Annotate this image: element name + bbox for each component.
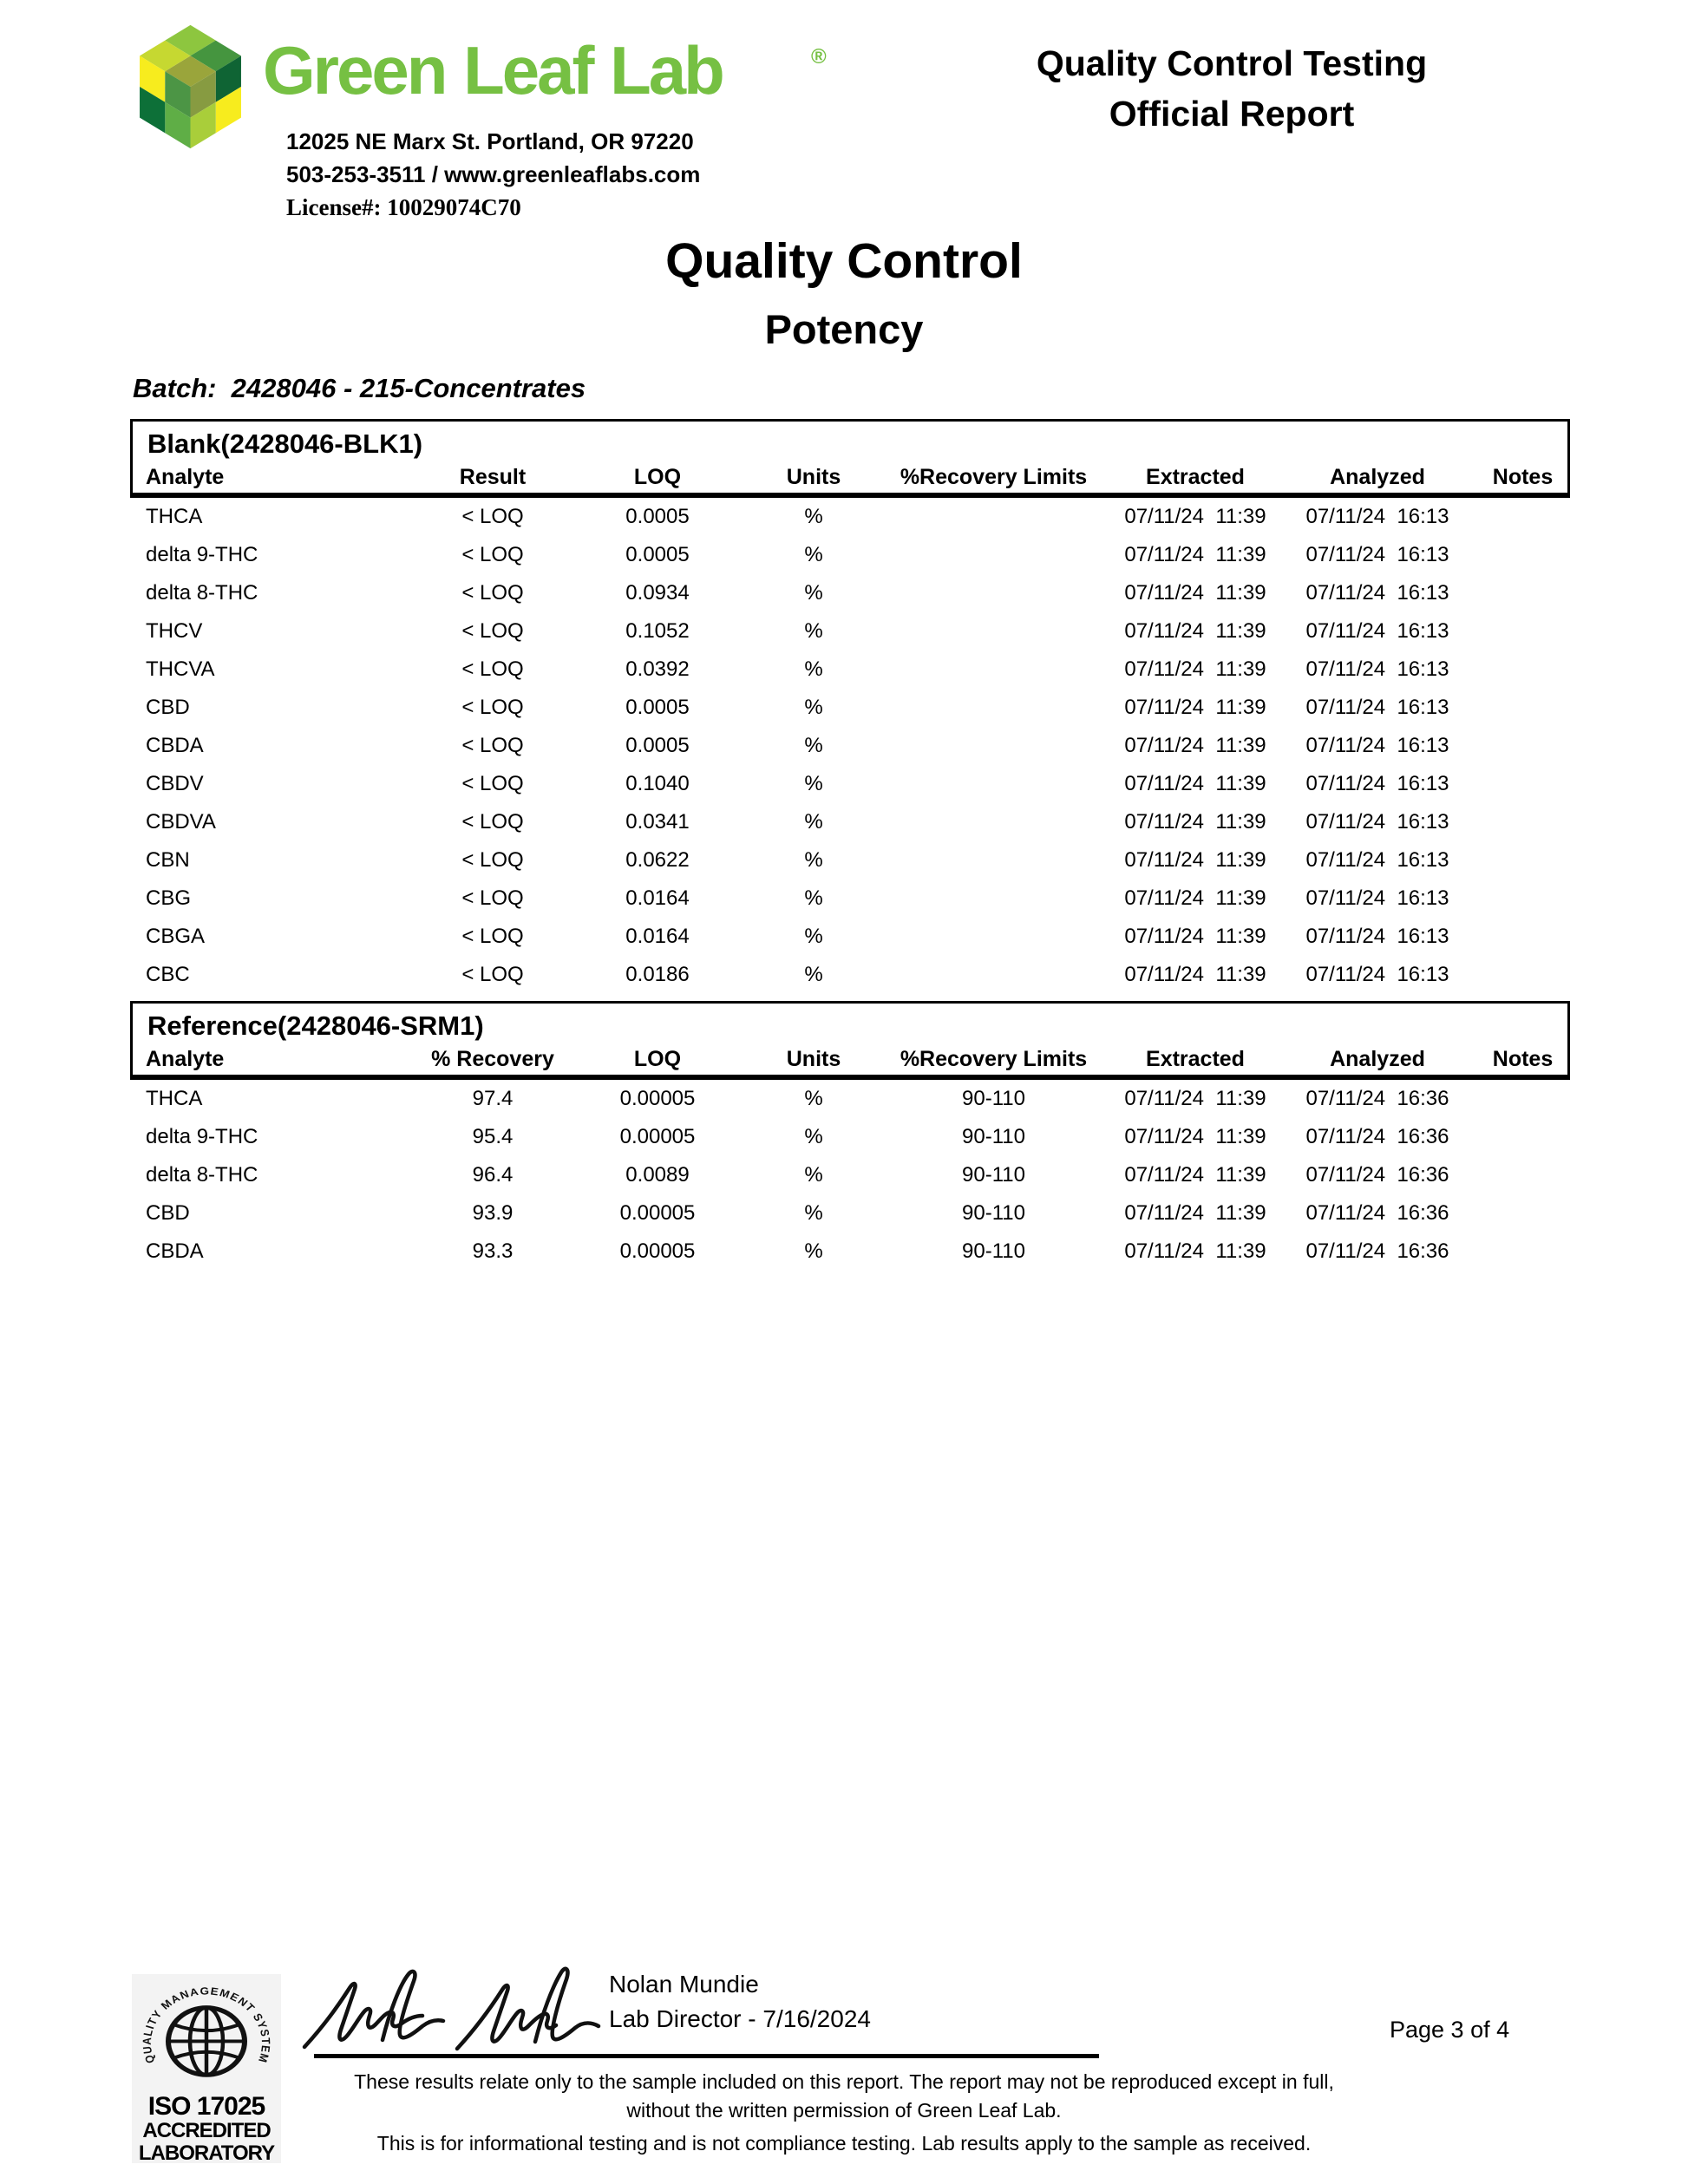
- table-cell: delta 9-THC: [146, 543, 258, 566]
- table-cell: 07/11/24 11:39: [1124, 657, 1266, 681]
- table-cell: 0.0005: [625, 734, 690, 757]
- column-header: % Recovery: [431, 1046, 554, 1071]
- table-cell: [1460, 1118, 1586, 1156]
- table-cell: 0.0934: [625, 581, 690, 605]
- column-header: Units: [786, 1046, 841, 1071]
- iso-accredited-label: ACCREDITED: [142, 2119, 271, 2142]
- table-cell: [1460, 1080, 1586, 1118]
- table-cell: [1460, 1194, 1586, 1233]
- table-cell: 93.9: [472, 1201, 514, 1225]
- table-cell: < LOQ: [461, 734, 524, 757]
- table-cell: 07/11/24 16:13: [1305, 696, 1449, 719]
- table-cell: [1460, 1156, 1586, 1194]
- table-cell: 97.4: [472, 1087, 514, 1110]
- table-row: [130, 689, 1586, 727]
- table-cell: 07/11/24 16:13: [1305, 963, 1449, 986]
- table-cell: %: [804, 1201, 823, 1225]
- table-cell: THCV: [146, 619, 203, 643]
- table-cell: 0.0005: [625, 543, 690, 566]
- table-cell: 07/11/24 16:13: [1305, 848, 1449, 872]
- table-cell: 90-110: [962, 1087, 1025, 1110]
- table-cell: 0.0186: [625, 963, 690, 986]
- table-cell: [1460, 765, 1586, 803]
- reference-table: [130, 1080, 1586, 1271]
- table-cell: 07/11/24 11:39: [1124, 810, 1266, 834]
- table-cell: 0.00005: [619, 1239, 696, 1263]
- table-cell: < LOQ: [461, 810, 524, 834]
- column-header: Result: [459, 464, 527, 489]
- iso-arc-text: QUALITY MANAGEMENT SYSTEM: [140, 1985, 273, 2065]
- table-cell: 07/11/24 11:39: [1124, 848, 1266, 872]
- column-header: Notes: [1492, 1046, 1554, 1071]
- table-header-row: [130, 1043, 1586, 1075]
- table-row: [130, 841, 1586, 879]
- table-cell: 07/11/24 16:13: [1305, 772, 1449, 795]
- blank-section-box: [130, 419, 1570, 498]
- table-row: [130, 1233, 1586, 1271]
- table-cell: delta 8-THC: [146, 581, 258, 605]
- table-cell: 07/11/24 16:13: [1305, 886, 1449, 910]
- table-cell: [1460, 498, 1586, 536]
- table-cell: THCVA: [146, 657, 215, 681]
- table-row: [130, 727, 1586, 765]
- table-row: [130, 536, 1586, 574]
- table-cell: [892, 651, 1096, 689]
- table-row: [130, 1080, 1586, 1118]
- table-cell: %: [804, 1125, 823, 1148]
- table-cell: 07/11/24 16:36: [1305, 1201, 1449, 1225]
- table-cell: 07/11/24 11:39: [1124, 963, 1266, 986]
- table-cell: [1460, 689, 1586, 727]
- table-cell: [892, 536, 1096, 574]
- page-title: Quality Control: [665, 233, 1023, 289]
- table-cell: %: [804, 581, 823, 605]
- table-cell: < LOQ: [461, 886, 524, 910]
- table-cell: [1460, 651, 1586, 689]
- table-cell: [1460, 612, 1586, 651]
- page-number: Page 3 of 4: [1390, 2017, 1510, 2043]
- disclaimer-text-1: These results relate only to the sample included on this report. The report may not be reproduced except in full, without the written permission of Green Leaf Lab.: [354, 2070, 1334, 2122]
- table-cell: 07/11/24 16:13: [1305, 657, 1449, 681]
- table-cell: < LOQ: [461, 963, 524, 986]
- table-cell: %: [804, 505, 823, 528]
- table-row: [130, 879, 1586, 918]
- disclaimer-text-2: This is for informational testing and is not compliance testing. Lab results apply to the sample as received.: [376, 2132, 1312, 2155]
- table-cell: CBDA: [146, 1239, 204, 1263]
- table-cell: %: [804, 925, 823, 948]
- table-cell: %: [804, 543, 823, 566]
- table-cell: CBGA: [146, 925, 206, 948]
- table-cell: 0.0164: [625, 925, 690, 948]
- table-cell: %: [804, 619, 823, 643]
- table-cell: [1460, 841, 1586, 879]
- table-cell: [892, 727, 1096, 765]
- table-cell: %: [804, 886, 823, 910]
- table-cell: 07/11/24 16:13: [1305, 505, 1449, 528]
- batch-line: Batch: 2428046 - 215-Concentrates: [133, 373, 586, 403]
- table-cell: 0.0392: [625, 657, 690, 681]
- table-cell: 07/11/24 16:36: [1305, 1239, 1449, 1263]
- table-cell: 0.1052: [625, 619, 690, 643]
- table-cell: 0.0089: [625, 1163, 690, 1187]
- column-header: Analyte: [146, 1046, 225, 1071]
- table-cell: [1460, 536, 1586, 574]
- signer-title: Lab Director - 7/16/2024: [609, 2005, 871, 2032]
- table-cell: CBDA: [146, 734, 204, 757]
- table-row: [130, 498, 1586, 536]
- table-cell: [892, 918, 1096, 956]
- table-cell: [892, 803, 1096, 841]
- table-row: [130, 765, 1586, 803]
- table-cell: 95.4: [472, 1125, 514, 1148]
- lab-license: License#: 10029074C70: [286, 194, 521, 220]
- column-header: Extracted: [1146, 1046, 1245, 1071]
- section-title: Reference(2428046-SRM1): [147, 1010, 484, 1041]
- table-cell: < LOQ: [461, 772, 524, 795]
- table-cell: CBN: [146, 848, 190, 872]
- signature-line: [314, 2054, 1099, 2058]
- table-cell: [892, 956, 1096, 994]
- table-row: [130, 918, 1586, 956]
- table-cell: %: [804, 734, 823, 757]
- report-title: [893, 38, 1570, 139]
- table-cell: %: [804, 657, 823, 681]
- table-cell: 07/11/24 11:39: [1124, 1201, 1266, 1225]
- table-row: [130, 803, 1586, 841]
- table-cell: 07/11/24 16:13: [1305, 543, 1449, 566]
- table-cell: 90-110: [962, 1125, 1025, 1148]
- iso-standard-label: ISO 17025: [147, 2092, 265, 2121]
- signature-image: [299, 1962, 603, 2059]
- table-cell: 07/11/24 11:39: [1124, 734, 1266, 757]
- table-cell: 07/11/24 11:39: [1124, 619, 1266, 643]
- blank-table: [130, 498, 1586, 994]
- table-cell: 07/11/24 11:39: [1124, 1087, 1266, 1110]
- table-cell: CBD: [146, 1201, 190, 1225]
- report-title-line1: Quality Control Testing: [1036, 43, 1428, 83]
- globe-icon: [168, 2008, 245, 2075]
- table-cell: 07/11/24 16:13: [1305, 810, 1449, 834]
- table-cell: [1460, 574, 1586, 612]
- table-row: [130, 612, 1586, 651]
- column-header: LOQ: [633, 1046, 682, 1071]
- table-cell: CBD: [146, 696, 190, 719]
- table-cell: CBDV: [146, 772, 204, 795]
- lab-contact: 503-253-3511 / www.greenleaflabs.com: [286, 161, 701, 187]
- column-header: Analyte: [146, 464, 225, 489]
- table-cell: 96.4: [472, 1163, 514, 1187]
- table-cell: [892, 574, 1096, 612]
- table-cell: < LOQ: [461, 848, 524, 872]
- table-cell: [1460, 918, 1586, 956]
- table-cell: delta 9-THC: [146, 1125, 258, 1148]
- table-cell: %: [804, 1163, 823, 1187]
- table-cell: 93.3: [472, 1239, 514, 1263]
- table-cell: 07/11/24 16:13: [1305, 734, 1449, 757]
- reference-section-box: [130, 1001, 1570, 1080]
- greenleaflab-logo-icon: [132, 23, 249, 151]
- table-cell: 07/11/24 11:39: [1124, 925, 1266, 948]
- table-row: [130, 1156, 1586, 1194]
- table-cell: < LOQ: [461, 696, 524, 719]
- table-cell: 0.0341: [625, 810, 690, 834]
- table-cell: 07/11/24 16:36: [1305, 1087, 1449, 1110]
- table-cell: delta 8-THC: [146, 1163, 258, 1187]
- table-cell: %: [804, 1087, 823, 1110]
- signer-name: Nolan Mundie: [609, 1971, 759, 1998]
- table-row: [130, 956, 1586, 994]
- table-row: [130, 1118, 1586, 1156]
- table-row: [130, 651, 1586, 689]
- column-header: Extracted: [1146, 464, 1245, 489]
- table-cell: CBC: [146, 963, 190, 986]
- table-cell: 07/11/24 11:39: [1124, 543, 1266, 566]
- table-cell: 07/11/24 11:39: [1124, 1163, 1266, 1187]
- report-title-line2: Official Report: [1109, 94, 1355, 134]
- page-subtitle: Potency: [764, 306, 924, 352]
- table-cell: 0.0164: [625, 886, 690, 910]
- table-cell: 07/11/24 11:39: [1124, 1239, 1266, 1263]
- table-cell: < LOQ: [461, 657, 524, 681]
- blank-section: [130, 419, 1570, 994]
- reference-section: [130, 1001, 1570, 1271]
- table-cell: [1460, 879, 1586, 918]
- table-cell: CBDVA: [146, 810, 216, 834]
- table-cell: [1460, 727, 1586, 765]
- table-cell: [892, 841, 1096, 879]
- table-cell: %: [804, 848, 823, 872]
- table-cell: 07/11/24 11:39: [1124, 886, 1266, 910]
- table-cell: 07/11/24 11:39: [1124, 772, 1266, 795]
- table-cell: < LOQ: [461, 505, 524, 528]
- trademark-symbol: ®: [811, 45, 827, 69]
- table-cell: 90-110: [962, 1163, 1025, 1187]
- table-cell: 07/11/24 16:36: [1305, 1163, 1449, 1187]
- table-cell: [1460, 803, 1586, 841]
- brand-name: Green Leaf Lab: [263, 32, 723, 108]
- table-cell: [1460, 1233, 1586, 1271]
- table-cell: THCA: [146, 1087, 203, 1110]
- iso-laboratory-label: LABORATORY: [138, 2141, 275, 2165]
- column-header: %Recovery Limits: [900, 464, 1088, 489]
- blank-table-header: [130, 461, 1586, 493]
- table-cell: 90-110: [962, 1239, 1025, 1263]
- table-row: [130, 1194, 1586, 1233]
- table-cell: < LOQ: [461, 925, 524, 948]
- lab-address: 12025 NE Marx St. Portland, OR 97220: [286, 128, 694, 154]
- table-cell: THCA: [146, 505, 203, 528]
- table-cell: 0.00005: [619, 1125, 696, 1148]
- column-header: Analyzed: [1330, 464, 1425, 489]
- table-cell: 07/11/24 11:39: [1124, 696, 1266, 719]
- column-header: Notes: [1492, 464, 1554, 489]
- column-header: %Recovery Limits: [900, 1046, 1088, 1071]
- table-cell: 0.1040: [625, 772, 690, 795]
- reference-table-header: [130, 1043, 1586, 1075]
- table-cell: 07/11/24 16:13: [1305, 581, 1449, 605]
- table-cell: 07/11/24 16:36: [1305, 1125, 1449, 1148]
- column-header: Analyzed: [1330, 1046, 1425, 1071]
- table-cell: 07/11/24 11:39: [1124, 505, 1266, 528]
- table-cell: CBG: [146, 886, 192, 910]
- table-row: [130, 574, 1586, 612]
- table-cell: 07/11/24 11:39: [1124, 581, 1266, 605]
- table-cell: < LOQ: [461, 543, 524, 566]
- table-cell: %: [804, 810, 823, 834]
- table-cell: 07/11/24 11:39: [1124, 1125, 1266, 1148]
- table-cell: < LOQ: [461, 619, 524, 643]
- table-cell: [892, 498, 1096, 536]
- table-cell: 0.00005: [619, 1201, 696, 1225]
- section-title: Blank(2428046-BLK1): [147, 428, 423, 459]
- table-cell: [892, 689, 1096, 727]
- table-cell: 90-110: [962, 1201, 1025, 1225]
- table-cell: [892, 612, 1096, 651]
- table-cell: 0.0005: [625, 696, 690, 719]
- table-header-row: [130, 461, 1586, 493]
- table-cell: [892, 765, 1096, 803]
- table-cell: < LOQ: [461, 581, 524, 605]
- table-cell: 07/11/24 16:13: [1305, 619, 1449, 643]
- table-cell: 0.0622: [625, 848, 690, 872]
- table-cell: %: [804, 1239, 823, 1263]
- table-cell: 0.0005: [625, 505, 690, 528]
- table-cell: %: [804, 696, 823, 719]
- table-cell: 07/11/24 16:13: [1305, 925, 1449, 948]
- column-header: Units: [786, 464, 841, 489]
- table-cell: [1460, 956, 1586, 994]
- table-cell: [892, 879, 1096, 918]
- column-header: LOQ: [633, 464, 682, 489]
- quality-management-globe-icon: [132, 1974, 281, 2089]
- table-cell: %: [804, 963, 823, 986]
- table-cell: %: [804, 772, 823, 795]
- table-cell: 0.00005: [619, 1087, 696, 1110]
